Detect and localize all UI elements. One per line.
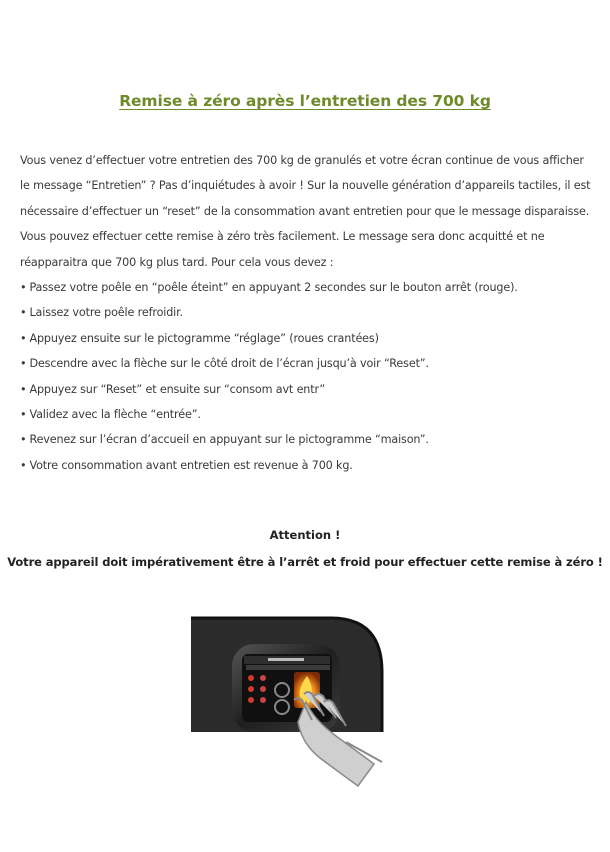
step-text: Revenez sur l’écran d’accueil en appuyant sur le pictogramme “maison”. — [29, 433, 429, 447]
step-text: Validez avec la flèche “entrée”. — [29, 408, 201, 422]
bullet-icon: • — [20, 306, 27, 320]
page-title: Remise à zéro après l’entretien des 700 kg — [119, 92, 491, 110]
list-item — [20, 453, 595, 478]
step-text: Descendre avec la flèche sur le côté droit de l’écran jusqu’à voir “Reset”. — [29, 357, 429, 371]
stove-touchscreen-illustration — [186, 612, 386, 792]
list-item — [20, 275, 595, 300]
bullet-icon: • — [20, 433, 27, 447]
bullet-icon: • — [20, 331, 27, 345]
steps-list — [20, 275, 595, 478]
bullet-icon: • — [20, 382, 27, 396]
bullet-icon: • — [20, 357, 27, 371]
step-text: Appuyez sur “Reset” et ensuite sur “consom avt entr” — [29, 382, 326, 396]
list-item — [20, 351, 595, 376]
warning-text: Votre appareil doit impérativement être à l’arrêt et froid pour effectuer cette remise à zéro ! — [7, 555, 603, 569]
intro-paragraph-1: Vous venez d’effectuer votre entretien des 700 kg de granulés et votre écran continue de vous afficher le message “Entretien” ? Pas d’inquiétudes à avoir ! Sur la nouvelle génération d’appareils tactiles, il est nécessaire d’effectuer un “reset” de la consommation avant entretien pour que le message disparaisse. — [20, 154, 591, 218]
list-item — [20, 402, 595, 427]
step-text: Votre consommation avant entretien est revenue à 700 kg. — [29, 458, 353, 472]
bullet-icon: • — [20, 281, 27, 295]
intro-paragraph-2: Vous pouvez effectuer cette remise à zéro très facilement. Le message sera donc acquitté et ne réapparaitra que 700 kg plus tard. Pour cela vous devez : — [20, 230, 545, 269]
list-item — [20, 300, 595, 325]
attention-heading: Attention ! — [269, 528, 341, 542]
document-body — [20, 148, 595, 478]
step-text: Passez votre poêle en “poêle éteint” en appuyant 2 secondes sur le bouton arrêt (rouge). — [29, 281, 518, 295]
bullet-icon: • — [20, 408, 27, 422]
list-item — [20, 377, 595, 402]
list-item — [20, 427, 595, 452]
step-text: Laissez votre poêle refroidir. — [29, 306, 183, 320]
bullet-icon: • — [20, 458, 27, 472]
step-text: Appuyez ensuite sur le pictogramme “réglage” (roues crantées) — [29, 331, 379, 345]
list-item — [20, 326, 595, 351]
